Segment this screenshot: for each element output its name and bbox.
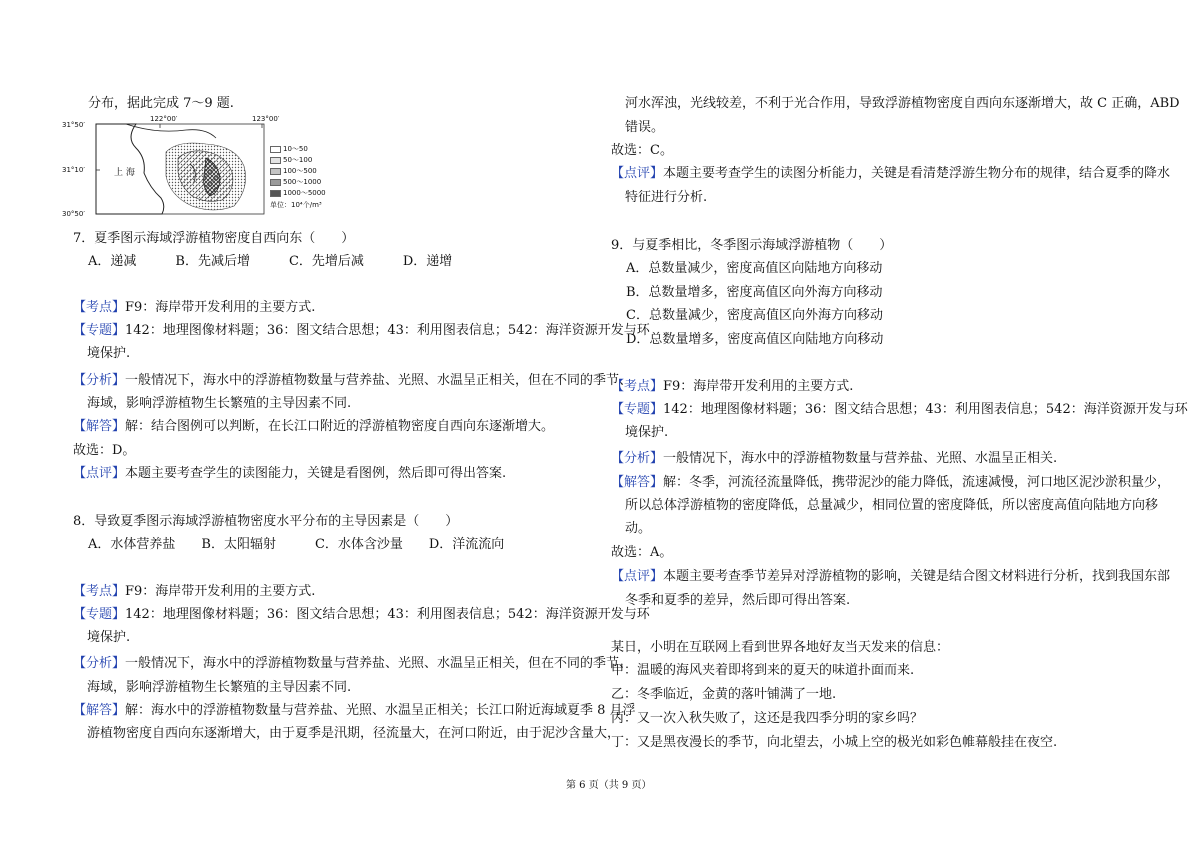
story-line-jia: 甲：温暖的海风夹着即将到来的夏天的味道扑面而来. [611, 663, 915, 678]
legend-entry: 50～100 [270, 155, 312, 165]
lon-left-label: 122°00′ [150, 115, 178, 123]
lat-mid-label: 31°10′ [62, 166, 85, 174]
lon-right-label: 123°00′ [252, 115, 280, 123]
q7-zhuanti-cont: 境保护. [87, 346, 131, 361]
q9-answer: 故选：A。 [611, 545, 673, 560]
q7-stem: 7．夏季图示海域浮游植物密度自西向东（ ） [73, 231, 355, 246]
q8-jieda-cont-right-2: 错误。 [625, 120, 665, 135]
lat-bottom-label: 30°50′ [62, 210, 85, 218]
q9-zhuanti: 【专题】142：地理图像材料题；36：图文结合思想；43：利用图表信息；542：海洋资源开发与环 [611, 402, 1188, 417]
story-line-ding: 丁：又是黑夜漫长的季节，向北望去，小城上空的极光如彩色帷幕般挂在夜空. [611, 735, 1058, 750]
q9-jieda-cont: 所以总体浮游植物的密度降低，总量减少，相同位置的密度降低，所以密度高值向陆地方向移 [625, 498, 1159, 513]
q8-options: A．水体营养盐 B．太阳辐射 C．水体含沙量 D．洋流流向 [88, 537, 505, 552]
q9-kaodian: 【考点】F9：海岸带开发利用的主要方式. [611, 379, 854, 394]
q8-zhuanti: 【专题】142：地理图像材料题；36：图文结合思想；43：利用图表信息；542：海洋资源开发与环 [73, 607, 650, 622]
q7-dianping: 【点评】本题主要考查学生的读图能力，关键是看图例，然后即可得出答案. [73, 466, 507, 481]
q8-zhuanti-cont: 境保护. [87, 630, 131, 645]
q8-jieda-cont-right: 河水浑浊，光线较差，不利于光合作用，导致浮游植物密度自西向东逐渐增大，故 C 正确，ABD [625, 96, 1180, 111]
legend-unit: 单位：10⁴个/m³ [270, 201, 322, 209]
q8-stem: 8．导致夏季图示海域浮游植物密度水平分布的主导因素是（ ） [73, 514, 459, 529]
q8-answer: 故选：C。 [611, 143, 673, 158]
legend-entry: 10～50 [270, 144, 308, 154]
q7-options: A．递减 B．先减后增 C．先增后减 D．递增 [88, 254, 453, 269]
q8-jieda: 【解答】解：海水中的浮游植物数量与营养盐、光照、水温呈正相关；长江口附近海域夏季 8 月浮 [73, 703, 636, 718]
q8-jieda-cont: 游植物密度自西向东逐渐增大，由于夏季是汛期，径流量大，在河口附近，由于泥沙含量大， [87, 726, 621, 741]
q8-dianping-cont: 特征进行分析. [625, 190, 708, 205]
q9-option-a: A．总数量减少，密度高值区向陆地方向移动 [626, 261, 883, 276]
q8-fenxi-cont: 海域，影响浮游植物生长繁殖的主导因素不同. [87, 680, 352, 695]
q7-fenxi: 【分析】一般情况下，海水中的浮游植物数量与营养盐、光照、水温呈正相关，但在不同的季节、 [73, 373, 633, 388]
q9-option-d: D．总数量增多，密度高值区向陆地方向移动 [626, 332, 884, 347]
lat-top-label: 31°50′ [62, 121, 85, 129]
legend-entry: 100～500 [270, 166, 317, 176]
city-label: 上 海 [114, 168, 135, 178]
story-line-bing: 丙：又一次入秋失败了，这还是我四季分明的家乡吗？ [611, 711, 924, 726]
q9-fenxi: 【分析】一般情况下，海水中的浮游植物数量与营养盐、光照、水温呈正相关. [611, 451, 1058, 466]
story-line-intro: 某日，小明在互联网上看到世界各地好友当天发来的信息： [611, 640, 950, 655]
legend-entry: 1000～5000 [270, 188, 326, 198]
page-footer: 第 6 页（共 9 页） [566, 780, 652, 791]
q9-stem: 9．与夏季相比，冬季图示海域浮游植物（ ） [611, 238, 893, 253]
q7-zhuanti: 【专题】142：地理图像材料题；36：图文结合思想；43：利用图表信息；542：海洋资源开发与环 [73, 323, 650, 338]
legend-entry: 500～1000 [270, 177, 321, 187]
q7-kaodian: 【考点】F9：海岸带开发利用的主要方式. [73, 300, 316, 315]
q8-fenxi: 【分析】一般情况下，海水中的浮游植物数量与营养盐、光照、水温呈正相关，但在不同的季节、 [73, 656, 633, 671]
map-legend [270, 144, 366, 224]
q7-jieda: 【解答】解：结合图例可以判断，在长江口附近的浮游植物密度自西向东逐渐增大。 [73, 419, 555, 434]
q9-zhuanti-cont: 境保护. [625, 425, 669, 440]
q9-jieda-cont-2: 动。 [625, 521, 652, 536]
q9-option-c: C．总数量减少，密度高值区向外海方向移动 [626, 308, 883, 323]
q7-answer: 故选：D。 [73, 443, 136, 458]
intro-text: 分布，据此完成 7～9 题. [88, 96, 234, 111]
q9-option-b: B．总数量增多，密度高值区向外海方向移动 [626, 285, 883, 300]
q9-dianping: 【点评】本题主要考查季节差异对浮游植物的影响，关键是结合图文材料进行分析，找到我国东部 [611, 569, 1171, 584]
q8-kaodian: 【考点】F9：海岸带开发利用的主要方式. [73, 584, 316, 599]
q7-fenxi-cont: 海域，影响浮游植物生长繁殖的主导因素不同. [87, 396, 352, 411]
q9-jieda: 【解答】解：冬季，河流径流量降低，携带泥沙的能力降低，流速减慢，河口地区泥沙淤积量少， [611, 475, 1171, 490]
plankton-map [62, 115, 366, 224]
story-line-yi: 乙：冬季临近，金黄的落叶铺满了一地. [611, 687, 837, 702]
q9-dianping-cont: 冬季和夏季的差异，然后即可得出答案. [625, 593, 851, 608]
q8-dianping: 【点评】本题主要考查学生的读图分析能力，关键是看清楚浮游生物分布的规律，结合夏季的降水 [611, 166, 1171, 181]
